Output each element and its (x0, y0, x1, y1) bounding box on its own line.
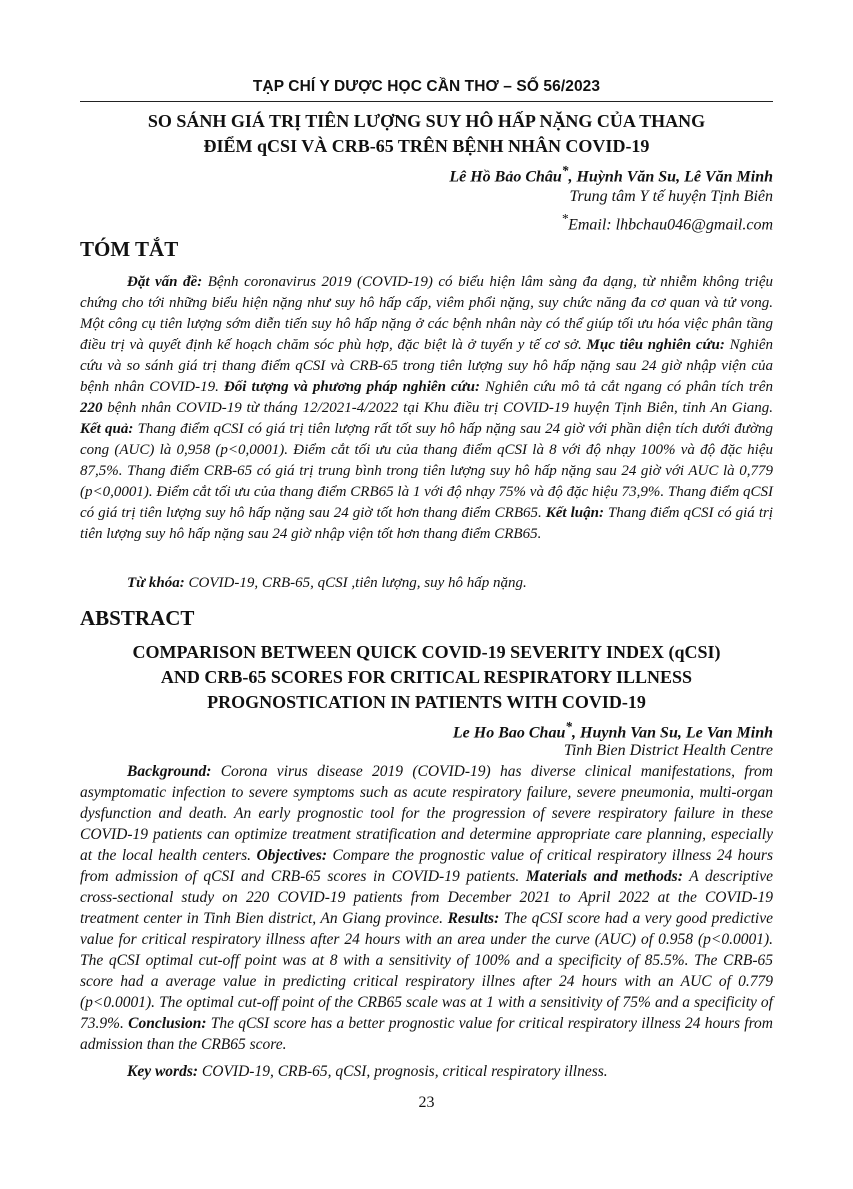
vn-author-first: Lê Hồ Bảo Châu (449, 168, 562, 186)
vn-keywords-text: COVID-19, CRB-65, qCSI ,tiên lượng, suy hô hấp nặng. (184, 575, 527, 591)
en-author-first: Le Ho Bao Chau (452, 724, 566, 742)
vn-results-label: Kết quả: (80, 421, 134, 437)
en-title-line1: COMPARISON BETWEEN QUICK COVID-19 SEVERITY INDEX (qCSI) (132, 642, 721, 662)
vn-email (561, 208, 773, 235)
en-author-rest: , Huynh Van Su, Le Van Minh (572, 724, 773, 742)
vn-section-heading: TÓM TẮT (80, 237, 179, 261)
en-objectives-text: Compare the prognostic value of critical respiratory illness 24 hours from admission of qCSI and CRB-65 scores in COVID-19 patients. (80, 847, 773, 885)
en-results-text: The qCSI score had a very good predictive value for critical respiratory illness after 24 hours with an area under the curve (AUC) of 0.958 (p<0.0001). The qCSI optimal cut-off point was at 8 with a sensitivity of 100% and a specificity of 85.5%. The CRB-65 score had a average value in predicting critical respiratory illnes after 24 hours with an AUC of 0.779 (p<0.0001). The optimal cut-off point of the CRB65 scale was at 1 with a sensitivity of 75% and a specificity of 73.9%. (80, 910, 773, 1032)
en-results-label: Results: (447, 910, 500, 927)
vn-results-text: Thang điểm qCSI có giá trị tiên lượng rất tốt suy hô hấp nặng sau 24 giờ với phần diện tích dưới đường cong (AUC) là 0,958 (p<0,0001). Điểm cắt tối ưu của thang điểm qCSI là 8 với độ nhạy 100% và độ đặc hiệu 87,5%. Thang điểm CRB-65 có giá trị trung bình trong tiên lượng suy hô hấp nặng sau 24 giờ với AUC là 0,779 (p<0,0001). Điểm cắt tối ưu của thang điểm CRB65 là 1 với độ nhạy 75% và độ đặc hiệu 73,9%. Thang điểm qCSI có giá trị tiên lượng suy hô hấp nặng sau 24 giờ tốt hơn thang điểm CRB65. (80, 421, 773, 521)
vn-methods-n: 220 (80, 400, 103, 416)
vn-keywords (80, 573, 773, 594)
vn-background-text: Bệnh coronavirus 2019 (COVID-19) có biểu hiện lâm sàng đa dạng, từ nhiễm không triệu chứng cho tới những biểu hiện nặng như suy hô hấp cấp, viêm phổi nặng, suy chức năng đa cơ quan và tử vong. Một công cụ tiên lượng sớm diễn tiến suy hô hấp nặng ở các bệnh nhân này có thể giúp tối ưu hóa việc phân tầng điều trị và quyết định kế hoạch chăm sóc phù hợp, đặc biệt là ở tuyến y tế cơ sở. (80, 274, 773, 353)
en-author-star: * (565, 719, 573, 734)
vn-author-star: * (561, 163, 569, 178)
en-objectives-label: Objectives: (256, 847, 328, 864)
page-number: 23 (418, 1094, 435, 1111)
vn-background-label: Đặt vấn đề: (127, 274, 203, 290)
en-background-label: Background: (127, 763, 212, 780)
en-abstract (80, 761, 773, 1055)
vn-authors (449, 160, 773, 187)
en-title-line2: AND CRB-65 SCORES FOR CRITICAL RESPIRATORY ILLNESS (160, 667, 693, 687)
vn-objective-label: Mục tiêu nghiên cứu: (586, 337, 725, 353)
en-methods-text: A descriptive cross-sectional study on 220 COVID-19 patients from December 2021 to April 2022 at the COVID-19 treatment center in Tinh Bien district, An Giang province. (80, 868, 773, 927)
en-section-heading: ABSTRACT (80, 606, 195, 630)
en-methods-label: Materials and methods: (525, 868, 683, 885)
vn-title-line2: ĐIỂM qCSI VÀ CRB-65 TRÊN BỆNH NHÂN COVID-19 (203, 136, 650, 156)
vn-email-text: Email: lhbchau046@gmail.com (568, 216, 773, 234)
vn-email-star: * (561, 211, 569, 226)
vn-abstract (80, 272, 773, 545)
vn-methods-text-b: bệnh nhân COVID-19 từ tháng 12/2021-4/2022 tại Khu điều trị COVID-19 huyện Tịnh Biên, tỉnh An Giang. (102, 400, 773, 416)
en-background-text: Corona virus disease 2019 (COVID-19) has diverse clinical manifestations, from asymptomatic infection to severe symptoms such as acute respiratory failure, severe pneumonia, multi-organ dysfunction and death. An early prognostic tool for the progression of severe respiratory failure in these COVID-19 patients can optimize treatment stratification and determine appropriate care planning, especially at the local health centers. (80, 763, 773, 864)
vn-author-rest: , Huỳnh Văn Su, Lê Văn Minh (568, 168, 773, 186)
journal-header: TẠP CHÍ Y DƯỢC HỌC CẦN THƠ – SỐ 56/2023 (252, 78, 601, 95)
vn-affiliation: Trung tâm Y tế huyện Tịnh Biên (569, 188, 773, 205)
en-title-line3: PROGNOSTICATION IN PATIENTS WITH COVID-19 (207, 692, 646, 712)
vn-title-line1: SO SÁNH GIÁ TRỊ TIÊN LƯỢNG SUY HÔ HẤP NẶNG CỦA THANG (147, 111, 706, 131)
vn-methods-label: Đối tượng và phương pháp nghiên cứu: (223, 379, 480, 395)
vn-methods-text-a: Nghiên cứu mô tả cắt ngang có phân tích trên (479, 379, 773, 395)
en-affiliation: Tinh Bien District Health Centre (563, 742, 773, 759)
en-keywords (80, 1061, 773, 1082)
vn-conclusion-label: Kết luận: (545, 505, 604, 521)
en-title (80, 640, 773, 715)
header-rule (80, 101, 773, 102)
en-keywords-label: Key words: (127, 1063, 199, 1080)
en-conclusion-label: Conclusion: (128, 1015, 207, 1032)
en-conclusion-text: The qCSI score has a better prognostic value for critical respiratory illness 24 hours from admission than the CRB65 score. (80, 1015, 773, 1053)
en-keywords-text: COVID-19, CRB-65, qCSI, prognosis, critical respiratory illness. (198, 1063, 608, 1080)
vn-keywords-label: Từ khóa: (127, 575, 185, 591)
vn-conclusion-text: Thang điểm qCSI có giá trị tiên lượng suy hô hấp nặng sau 24 giờ nhập viện tốt hơn thang điểm CRB65. (80, 505, 773, 542)
vn-title (80, 109, 773, 159)
vn-objective-text: Nghiên cứu và so sánh giá trị thang điểm qCSI và CRB-65 trong tiên lượng suy hô hấp nặng sau 24 giờ nhập viện của bệnh nhân COVID-19. (80, 337, 773, 395)
